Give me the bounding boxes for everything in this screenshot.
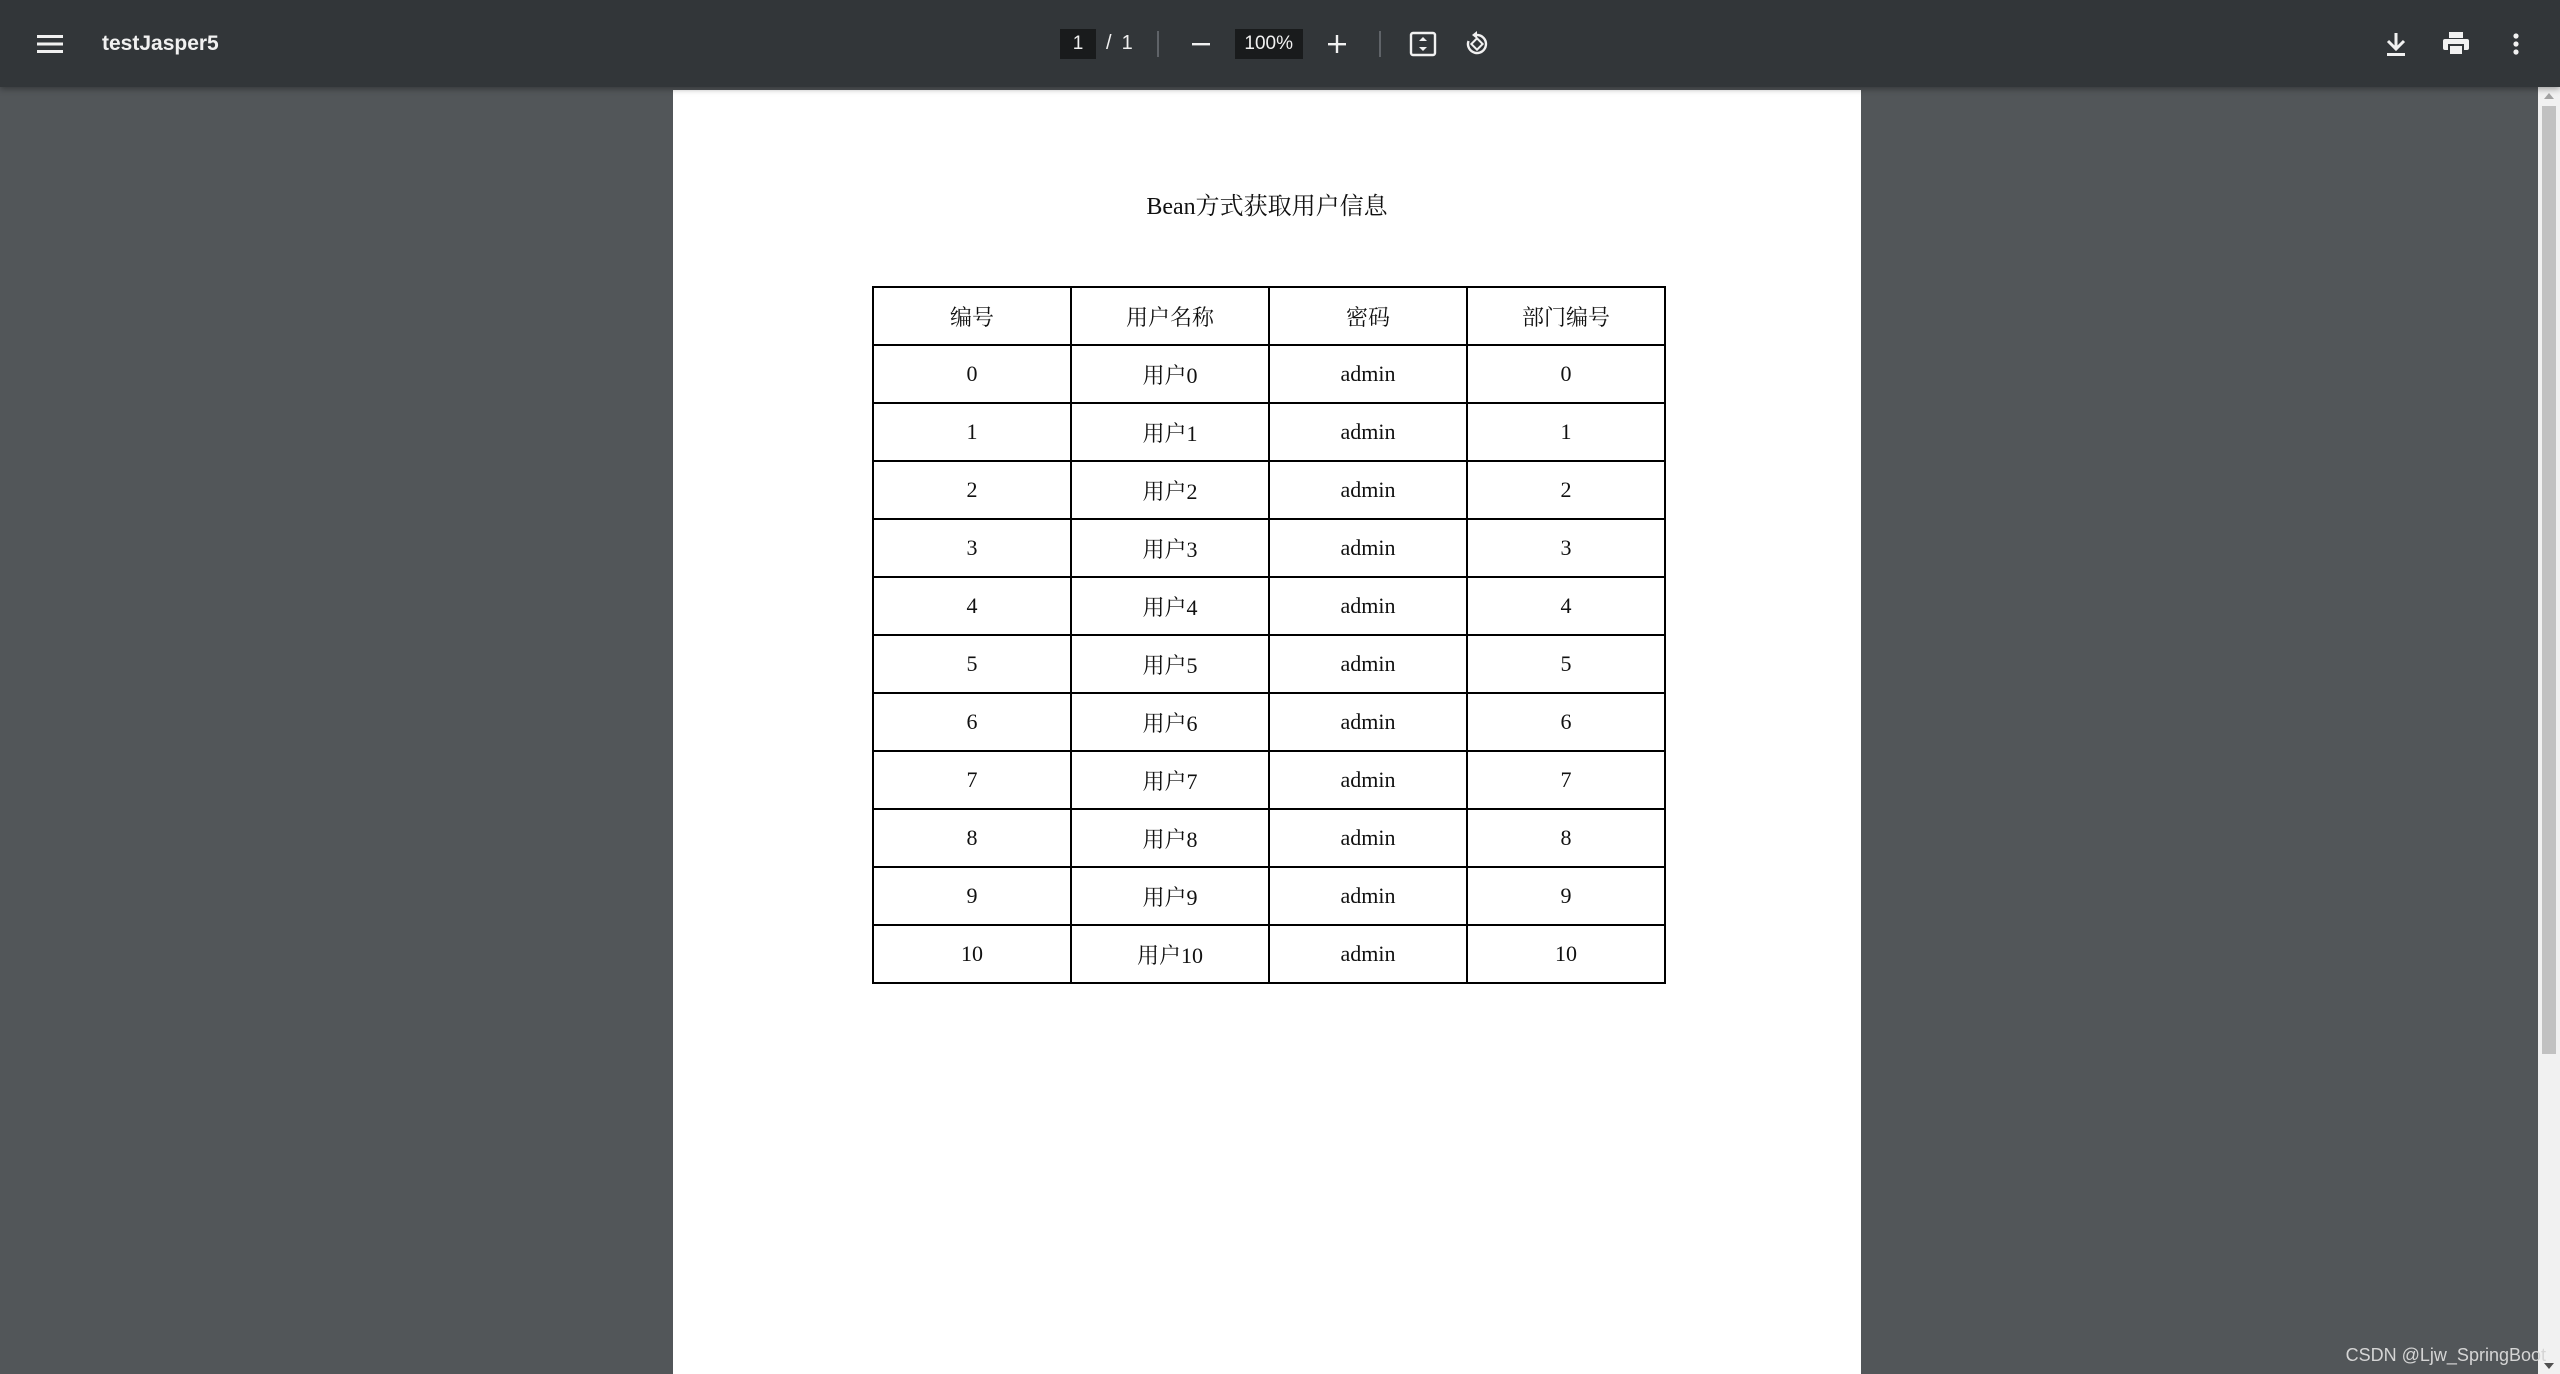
table-cell: admin [1269, 345, 1467, 403]
table-row [873, 519, 1665, 577]
table-row [873, 809, 1665, 867]
table-cell: 用户10 [1071, 925, 1269, 983]
download-icon[interactable] [2378, 26, 2414, 62]
scrollbar-thumb[interactable] [2542, 106, 2556, 1054]
page-number-input[interactable] [1060, 29, 1096, 59]
toolbar-divider [1157, 31, 1159, 57]
table-cell: admin [1269, 519, 1467, 577]
table-cell: 3 [1467, 519, 1665, 577]
menu-icon[interactable] [34, 28, 66, 60]
pdf-page [673, 90, 1861, 1374]
table-cell: 6 [1467, 693, 1665, 751]
table-row [873, 577, 1665, 635]
table-cell: 8 [1467, 809, 1665, 867]
more-vert-icon[interactable] [2498, 26, 2534, 62]
table-row [873, 345, 1665, 403]
table-cell: 用户3 [1071, 519, 1269, 577]
table-row [873, 635, 1665, 693]
table-cell: 5 [873, 635, 1071, 693]
table-cell: admin [1269, 751, 1467, 809]
table-cell: admin [1269, 693, 1467, 751]
column-header: 编号 [873, 287, 1071, 345]
table-cell: 9 [1467, 867, 1665, 925]
table-cell: admin [1269, 867, 1467, 925]
table-cell: 用户2 [1071, 461, 1269, 519]
rotate-icon[interactable] [1459, 26, 1495, 62]
table-cell: 用户9 [1071, 867, 1269, 925]
table-cell: 8 [873, 809, 1071, 867]
table-row [873, 867, 1665, 925]
table-cell: admin [1269, 635, 1467, 693]
table-cell: 7 [873, 751, 1071, 809]
zoom-input[interactable] [1235, 29, 1303, 59]
table-cell: 1 [1467, 403, 1665, 461]
table-cell: 4 [873, 577, 1071, 635]
toolbar-center [1060, 0, 1495, 87]
pdf-viewer[interactable] [0, 87, 2538, 1374]
table-body [873, 345, 1665, 983]
column-header: 密码 [1269, 287, 1467, 345]
table-cell: 4 [1467, 577, 1665, 635]
table-cell: 用户0 [1071, 345, 1269, 403]
table-cell: 10 [1467, 925, 1665, 983]
table-cell: admin [1269, 809, 1467, 867]
table-cell: 用户8 [1071, 809, 1269, 867]
table-cell: 6 [873, 693, 1071, 751]
table-cell: 9 [873, 867, 1071, 925]
document-title: testJasper5 [102, 31, 219, 55]
vertical-scrollbar[interactable] [2538, 87, 2560, 1374]
column-header: 部门编号 [1467, 287, 1665, 345]
table-row [873, 693, 1665, 751]
table-row [873, 461, 1665, 519]
table-cell: 用户6 [1071, 693, 1269, 751]
table-cell: 7 [1467, 751, 1665, 809]
column-header: 用户名称 [1071, 287, 1269, 345]
table-cell: admin [1269, 461, 1467, 519]
table-cell: 2 [873, 461, 1071, 519]
pdf-toolbar [0, 0, 2560, 87]
minus-icon[interactable] [1183, 26, 1219, 62]
table-cell: 2 [1467, 461, 1665, 519]
table-row [873, 403, 1665, 461]
table-cell: 10 [873, 925, 1071, 983]
print-icon[interactable] [2438, 26, 2474, 62]
table-cell: admin [1269, 403, 1467, 461]
table-cell: admin [1269, 577, 1467, 635]
watermark: CSDN @Ljw_SpringBoot [2345, 1345, 2546, 1365]
plus-icon[interactable] [1319, 26, 1355, 62]
table-cell: 1 [873, 403, 1071, 461]
table-cell: admin [1269, 925, 1467, 983]
table-cell: 0 [1467, 345, 1665, 403]
table-cell: 0 [873, 345, 1071, 403]
toolbar-divider [1379, 31, 1381, 57]
fit-to-page-icon[interactable] [1405, 26, 1441, 62]
table-row [873, 751, 1665, 809]
table-cell: 3 [873, 519, 1071, 577]
page-total: 1 [1121, 32, 1133, 54]
scroll-up-arrow-icon[interactable] [2538, 87, 2560, 104]
table-cell: 用户1 [1071, 403, 1269, 461]
table-row [873, 925, 1665, 983]
table-cell: 用户4 [1071, 577, 1269, 635]
page-separator: / [1106, 32, 1112, 54]
toolbar-right [2378, 0, 2534, 87]
table-cell: 用户7 [1071, 751, 1269, 809]
toolbar-left [34, 0, 219, 87]
table-cell: 用户5 [1071, 635, 1269, 693]
user-table [872, 286, 1666, 984]
table-header-row [873, 287, 1665, 345]
report-title: Bean方式获取用户信息 [1146, 194, 1388, 220]
table-cell: 5 [1467, 635, 1665, 693]
